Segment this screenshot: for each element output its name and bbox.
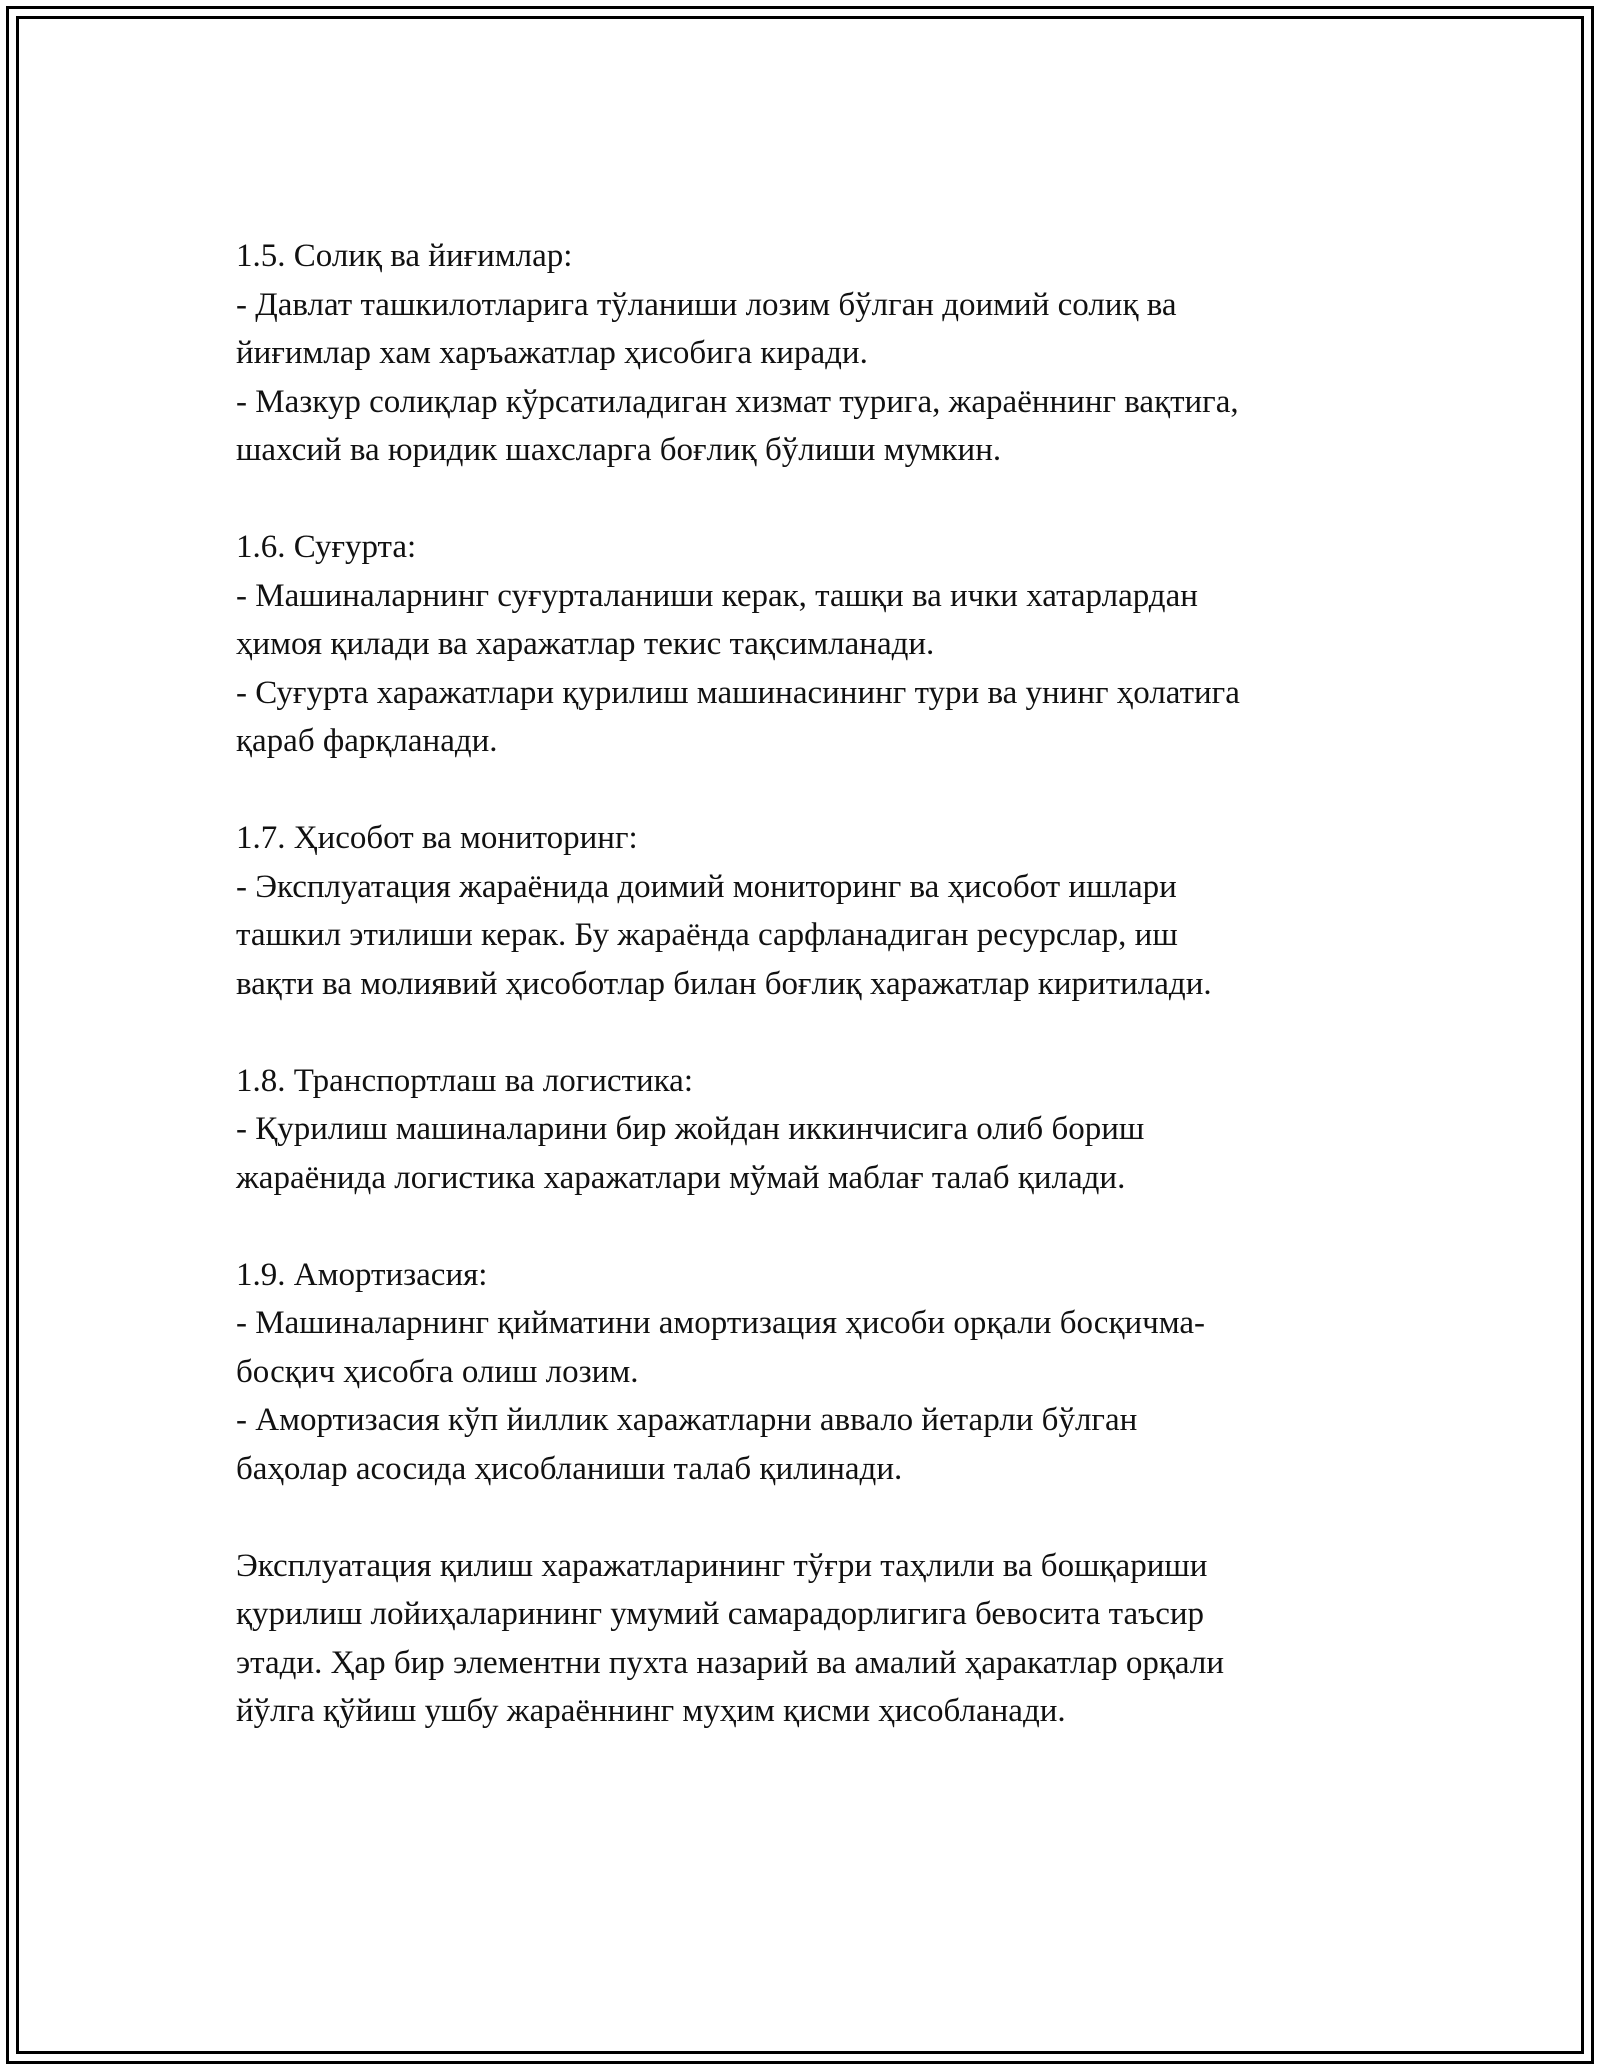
text-line: - Мазкур солиқлар кўрсатиладиган хизмат турига, жараённинг вақтига, (236, 383, 1239, 420)
text-line: жараёнида логистика харажатлари мўмай маблағ талаб қилади. (236, 1159, 1126, 1196)
text-line: - Машиналарнинг қийматини амортизация ҳисоби орқали босқичма- (236, 1305, 1206, 1341)
text-line: ташкил этилиши керак. Бу жараёнда сарфланадиган ресурслар, иш (236, 917, 1178, 953)
text-line: - Машиналарнинг суғурталаниши керак, ташқи ва ички хатарлардан (236, 577, 1198, 614)
text-line: қараб фарқланади. (236, 723, 498, 759)
section-heading: 1.9. Амортизасия: (236, 1256, 488, 1293)
conclusion-paragraph (236, 1542, 1386, 1736)
text-line: - Амортизасия кўп йиллик харажатларни аввало йетарли бўлган (236, 1402, 1138, 1438)
section-heading: 1.7. Ҳисобот ва мониторинг: (236, 820, 638, 856)
text-line: - Суғурта харажатлари қурилиш машинасининг тури ва унинг ҳолатига (236, 674, 1240, 711)
section-heading: 1.6. Суғурта: (236, 529, 417, 565)
section-logistics (236, 1057, 1386, 1203)
text-line: - Эксплуатация жараёнида доимий мониторинг ва ҳисобот ишлари (236, 868, 1177, 905)
section-insurance (236, 523, 1386, 766)
text-line: - Қурилиш машиналарини бир жойдан иккинчисига олиб бориш (236, 1111, 1145, 1147)
document-body (236, 232, 1386, 1784)
text-line: ҳимоя қилади ва харажатлар текис тақсимланади. (236, 626, 935, 662)
section-amortization (236, 1251, 1386, 1494)
text-line: вақти ва молиявий ҳисоботлар билан боғлиқ харажатлар киритилади. (236, 965, 1212, 1002)
text-line: - Давлат ташкилотларига тўланиши лозим бўлган доимий солиқ ва (236, 286, 1177, 323)
section-taxes (236, 232, 1386, 475)
text-line: баҳолар асосида ҳисобланиши талаб қилинади. (236, 1450, 903, 1487)
text-line: босқич ҳисобга олиш лозим. (236, 1353, 639, 1390)
section-heading: 1.8. Транспортлаш ва логистика: (236, 1062, 693, 1099)
text-line: Эксплуатация қилиш харажатларининг тўғри таҳлили ва бошқариши (236, 1547, 1208, 1584)
text-line: йўлга қўйиш ушбу жараённинг муҳим қисми ҳисобланади. (236, 1693, 1066, 1729)
text-line: қурилиш лойиҳаларининг умумий самарадорлигига бевосита таъсир (236, 1596, 1205, 1632)
section-reporting (236, 814, 1386, 1008)
section-heading: 1.5. Солиқ ва йиғимлар: (236, 238, 573, 274)
text-line: шахсий ва юридик шахсларга боғлиқ бўлиши мумкин. (236, 432, 1002, 468)
text-line: йиғимлар хам харъажатлар ҳисобига киради. (236, 335, 868, 371)
text-line: этади. Ҳар бир элементни пухта назарий ва амалий ҳаракатлар орқали (236, 1644, 1225, 1681)
